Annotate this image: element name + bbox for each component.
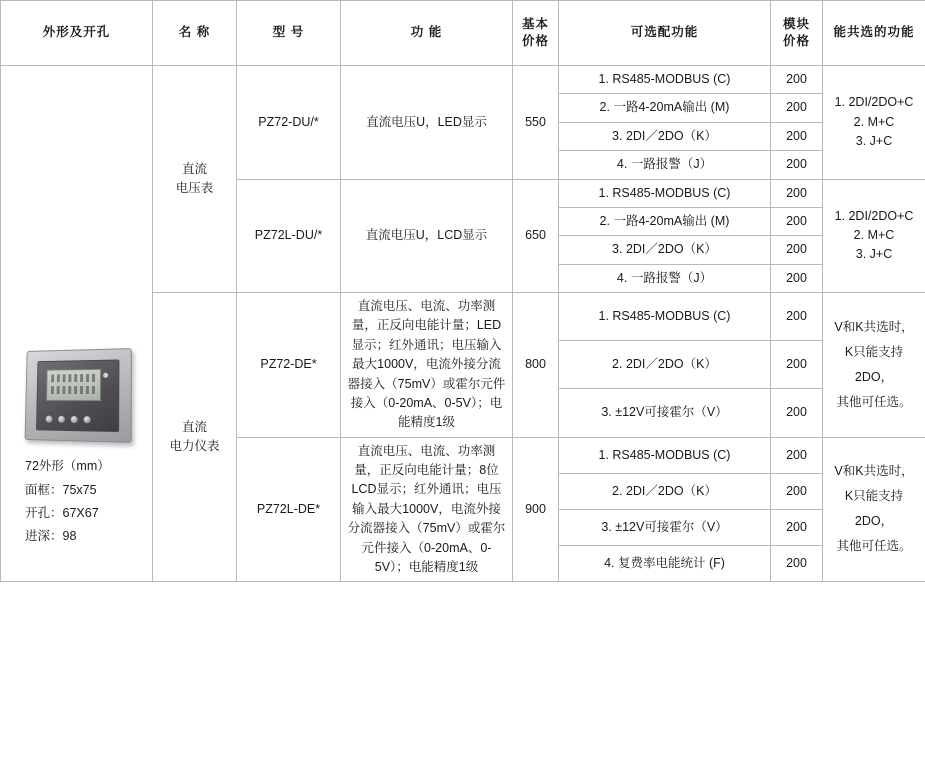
header-module-price-line1: 模块 xyxy=(782,17,810,32)
header-base-price-line2: 价格 xyxy=(521,34,549,48)
combo-item: 其他可任选。 xyxy=(836,539,912,554)
base-price-pz72-du: 550 xyxy=(513,66,559,180)
combo-item: K只能支持2DO， xyxy=(844,344,904,384)
combo-item: 1. 2DI/2DO+C xyxy=(834,208,914,223)
option-price: 200 xyxy=(771,179,823,207)
header-shape: 外形及开孔 xyxy=(1,1,153,66)
model-pz72-de: PZ72-DE* xyxy=(237,293,341,438)
model-pz72-du: PZ72-DU/* xyxy=(237,66,341,180)
base-price-pz72-de: 800 xyxy=(513,293,559,438)
dimension-cutout: 开孔：67X67 xyxy=(25,505,99,520)
option-label: 3. ±12V可接霍尔（V） xyxy=(559,509,771,545)
option-price: 200 xyxy=(771,293,823,341)
option-label: 2. 2DI／2DO（K） xyxy=(559,341,771,389)
base-price-pz72l-du: 650 xyxy=(513,179,559,293)
panel-meter-photo xyxy=(24,348,131,443)
combo-item: K只能支持2DO， xyxy=(844,489,904,529)
option-label: 1. RS485-MODBUS (C) xyxy=(559,437,771,473)
header-module-price xyxy=(771,1,823,66)
option-label: 3. 2DI／2DO（K） xyxy=(559,122,771,150)
product-name-line1: 直流 xyxy=(181,161,207,176)
function-pz72l-de: 直流电压、电流、功率测量，正反向电能计量；8位LCD显示；红外通讯；电压输入最大1000V，电流外接分流器接入（75mV）或霍尔元件接入（0-20mA、0-5V）；电能精度1级 xyxy=(341,437,513,582)
option-label: 2. 一路4-20mA输出 (M) xyxy=(559,94,771,122)
header-function: 功 能 xyxy=(341,1,513,66)
option-label: 2. 一路4-20mA输出 (M) xyxy=(559,207,771,235)
option-price: 200 xyxy=(771,66,823,94)
combo-item: V和K共选时， xyxy=(834,464,914,479)
function-pz72-du: 直流电压U，LED显示 xyxy=(341,66,513,180)
dimension-depth: 进深：98 xyxy=(25,528,77,543)
function-pz72l-du: 直流电压U，LCD显示 xyxy=(341,179,513,293)
combo-item: 3. J+C xyxy=(855,247,893,262)
option-price: 200 xyxy=(771,122,823,150)
header-module-price-line2: 价格 xyxy=(782,34,810,48)
combos-pz72l-du xyxy=(823,179,925,293)
combo-item: 2. M+C xyxy=(853,114,895,129)
table-header-row xyxy=(1,1,925,66)
option-price: 200 xyxy=(771,207,823,235)
dimension-frame: 面框：75x75 xyxy=(25,482,97,497)
option-label: 4. 一路报警（J） xyxy=(559,151,771,179)
option-price: 200 xyxy=(771,264,823,292)
header-name: 名 称 xyxy=(153,1,237,66)
option-price: 200 xyxy=(771,341,823,389)
header-model: 型 号 xyxy=(237,1,341,66)
option-price: 200 xyxy=(771,546,823,582)
combo-item: 3. J+C xyxy=(855,133,893,148)
combo-item: 其他可任选。 xyxy=(836,394,912,409)
option-price: 200 xyxy=(771,437,823,473)
option-label: 3. ±12V可接霍尔（V） xyxy=(559,389,771,437)
function-pz72-de: 直流电压、电流、功率测量，正反向电能计量；LED显示；红外通讯；电压输入最大1000V，电流外接分流器接入（75mV）或霍尔元件接入（0-20mA、0-5V）；电能精度1级 xyxy=(341,293,513,438)
option-price: 200 xyxy=(771,236,823,264)
header-combinable-functions: 能共选的功能 xyxy=(823,1,925,66)
product-name-line2: 电压表 xyxy=(175,181,214,195)
option-label: 4. 一路报警（J） xyxy=(559,264,771,292)
option-label: 2. 2DI／2DO（K） xyxy=(559,473,771,509)
combos-pz72-du xyxy=(823,66,925,180)
combo-item: 1. 2DI/2DO+C xyxy=(834,95,914,110)
option-label: 4. 复费率电能统计 (F) xyxy=(559,546,771,582)
option-price: 200 xyxy=(771,94,823,122)
header-optional-functions: 可选配功能 xyxy=(559,1,771,66)
option-label: 3. 2DI／2DO（K） xyxy=(559,236,771,264)
combos-pz72-de xyxy=(823,293,925,438)
product-name-dc-power-meter xyxy=(153,293,237,582)
product-name-line2: 电力仪表 xyxy=(169,439,220,454)
header-base-price xyxy=(513,1,559,66)
header-base-price-line1: 基本 xyxy=(521,17,549,32)
option-price: 200 xyxy=(771,473,823,509)
option-price: 200 xyxy=(771,151,823,179)
combos-pz72l-de xyxy=(823,437,925,582)
product-name-dc-voltmeter xyxy=(153,66,237,293)
model-pz72l-de: PZ72L-DE* xyxy=(237,437,341,582)
combo-item: 2. M+C xyxy=(853,228,895,243)
table-row xyxy=(1,66,925,94)
combo-item: V和K共选时， xyxy=(834,319,914,334)
option-label: 1. RS485-MODBUS (C) xyxy=(559,66,771,94)
base-price-pz72l-de: 900 xyxy=(513,437,559,582)
shape-cell xyxy=(1,66,153,582)
dimension-outline: 72外形（mm） xyxy=(25,459,110,474)
product-name-line1: 直流 xyxy=(181,419,207,434)
option-label: 1. RS485-MODBUS (C) xyxy=(559,179,771,207)
option-price: 200 xyxy=(771,389,823,437)
model-pz72l-du: PZ72L-DU/* xyxy=(237,179,341,293)
option-label: 1. RS485-MODBUS (C) xyxy=(559,293,771,341)
option-price: 200 xyxy=(771,509,823,545)
